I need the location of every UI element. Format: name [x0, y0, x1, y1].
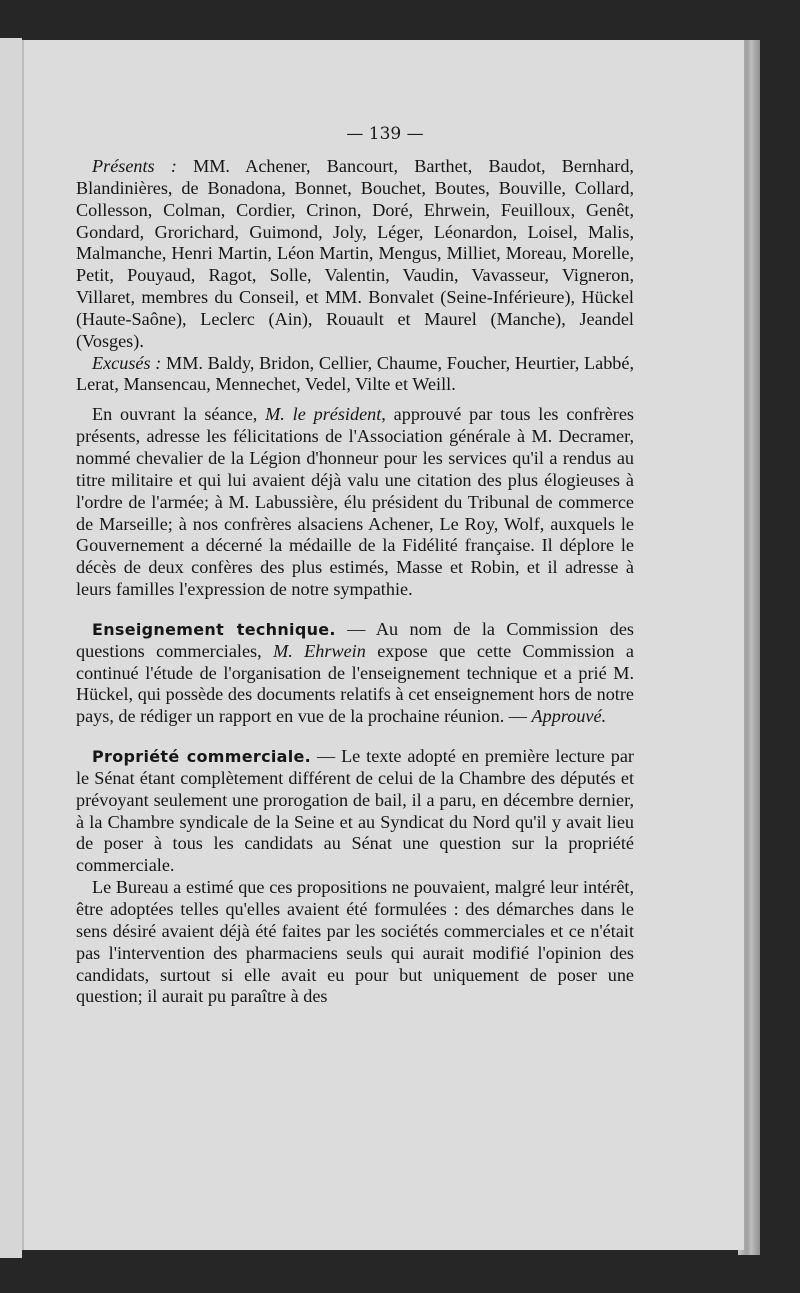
propriete-heading: Propriété commerciale.	[92, 747, 312, 767]
previous-page-edge	[0, 38, 22, 1258]
bureau-text: Le Bureau a estimé que ces propositions ne pouvaient, malgré leur intérêt, être adoptées telles qu'elles avaient été formulées : des démarches dans le sens désiré avaient déjà été faites par les sociétés commerciales et ce n'était pas l'intervention des pharmaciens seuls qui aurait modifié l'opinion des candidats, surtout si elle avait eu pour but uniquement de poser une question; il aurait pu paraître à des	[76, 877, 634, 1007]
enseignement-post: expose que cette Commission a continué l'étude de l'organisation de l'enseignement technique et a prié M. Hückel, qui possède des documents relatifs à cet enseignement hors de notre pays, de rédiger un rapport en vue de la prochaine réunion. —	[76, 640, 634, 727]
enseignement-pre: — Au nom de la Commission des questions commerciales,	[76, 618, 635, 661]
bureau-paragraph	[76, 877, 634, 1008]
presents-label: Présents :	[92, 156, 177, 176]
opening-president: M. le président,	[265, 404, 386, 425]
excuses-label: Excusés :	[92, 352, 162, 373]
enseignement-approved: Approuvé.	[531, 706, 607, 727]
enseignement-paragraph	[76, 619, 634, 728]
propriete-paragraph	[76, 746, 634, 877]
opening-pre: En ouvrant la séance,	[92, 404, 266, 425]
excuses-paragraph	[76, 353, 634, 397]
presents-text: MM. Achener, Bancourt, Barthet, Baudot, Bernhard, Blandinières, de Bonadona, Bonnet, Bouchet, Boutes, Bouville, Collard, Collesson, Colman, Cordier, Crinon, Doré, Ehrwein, Feuilloux, Genêt, Gondard, Grorichard, Guimond, Joly, Léger, Léonardon, Loisel, Malis, Malmanche, Henri Martin, Léon Martin, Mengus, Milliet, Moreau, Morelle, Petit, Pouyaud, Ragot, Solle, Valentin, Vaudin, Vavasseur, Vigneron, Villaret, membres du Conseil, et MM. Bonvalet (Seine-Inférieure), Hückel (Haute-Saône), Leclerc (Ain), Rouault et Maurel (Manche), Jeandel (Vosges).	[76, 156, 634, 351]
enseignement-person: M. Ehrwein	[273, 640, 366, 661]
enseignement-heading: Enseignement technique.	[92, 619, 336, 639]
opening-paragraph	[76, 404, 634, 601]
page-text	[76, 156, 634, 1008]
presents-paragraph	[76, 156, 634, 353]
propriete-text: — Le texte adopté en première lecture par le Sénat étant complètement différent de celui de la Chambre des députés et prévoyant seulement une prorogation de bail, il a paru, en décembre dernier, à la Chambre syndicale de la Seine et au Syndicat du Nord qu'il y avait lieu de poser à tous les candidats au Sénat une question sur la propriété commerciale.	[76, 746, 634, 876]
page-number: — 139 —	[346, 124, 424, 144]
opening-post: approuvé par tous les confrères présents, adresse les félicitations de l'Association générale à M. Decramer, nommé chevalier de la Légion d'honneur pour les services qu'il a rendus au titre militaire et qui lui avaient déjà valu une citation des plus élogieuses à l'ordre de l'armée; à M. Labussière, élu président du Tribunal de commerce de Marseille; à nos confrères alsaciens Achener, Le Roy, Wolf, auxquels le Gouvernement a décerné la médaille de la Fidélité française. Il déplore le décès de deux confères des plus estimés, Masse et Robin, et il adresse à leurs familles l'expression de notre sympathie.	[76, 404, 634, 600]
excuses-text: MM. Baldy, Bridon, Cellier, Chaume, Foucher, Heurtier, Labbé, Lerat, Mansencau, Mennechet, Vedel, Vilte et Weill.	[76, 352, 634, 395]
book-page	[22, 40, 744, 1250]
